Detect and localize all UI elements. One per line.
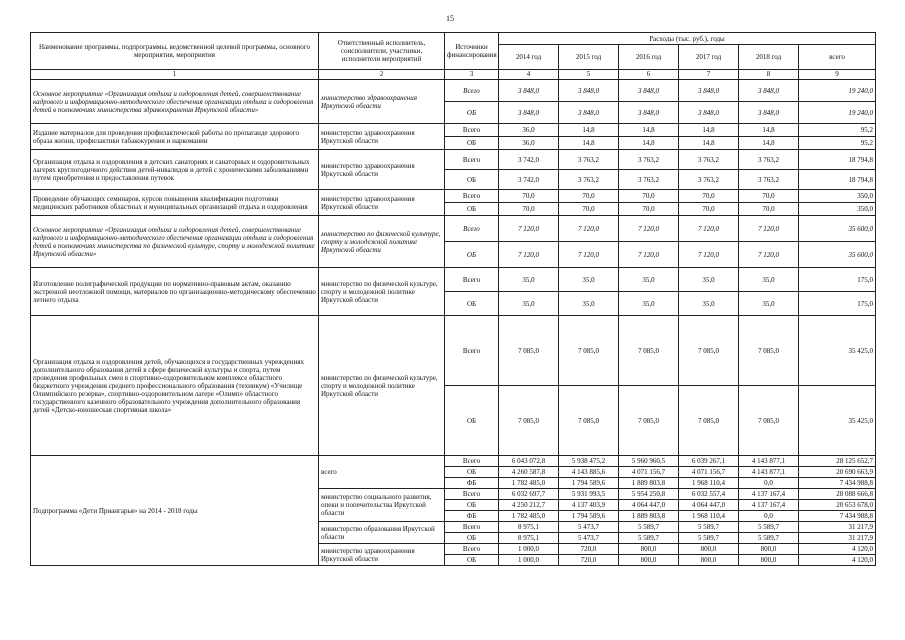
column-index: 5 bbox=[559, 70, 619, 80]
value-year: 3 763,2 bbox=[619, 170, 679, 190]
value-year: 1 968 110,4 bbox=[679, 478, 739, 489]
value-year: 35,0 bbox=[679, 268, 739, 292]
value-year: 14,8 bbox=[619, 137, 679, 150]
funding-source: ФБ bbox=[445, 511, 499, 522]
table-row bbox=[31, 124, 876, 137]
activity-name: Основное мероприятие «Организация отдыха и оздоровления детей, совершенствование кадрового и информационно-методического обеспечения организации отдыха и оздоровления детей в полномочиях министерства по физической культуре, спорту и молодежной политике Иркутской области» bbox=[31, 216, 319, 268]
value-year: 14,8 bbox=[679, 124, 739, 137]
value-year: 70,0 bbox=[739, 190, 799, 203]
value-year: 7 085,0 bbox=[619, 316, 679, 386]
value-total: 350,0 bbox=[799, 190, 876, 203]
value-year: 70,0 bbox=[679, 203, 739, 216]
value-year: 7 120,0 bbox=[679, 242, 739, 268]
value-year: 7 085,0 bbox=[559, 316, 619, 386]
funding-source: Всего bbox=[445, 80, 499, 102]
column-index: 8 bbox=[739, 70, 799, 80]
value-year: 4 071 156,7 bbox=[679, 467, 739, 478]
header-index-row bbox=[31, 70, 876, 80]
value-year: 6 039 267,1 bbox=[679, 456, 739, 467]
value-year: 5 589,7 bbox=[619, 533, 679, 544]
value-year: 4 143 877,1 bbox=[739, 467, 799, 478]
value-year: 0,0 bbox=[739, 511, 799, 522]
value-year: 1 782 485,0 bbox=[499, 478, 559, 489]
executor-name: министерство по физической культуре, спорту и молодежной политике Иркутской области bbox=[319, 268, 445, 316]
funding-source: Всего bbox=[445, 544, 499, 555]
header-name: Наименование программы, подпрограммы, ведомственной целевой программы, основного мероприятия, мероприятия bbox=[31, 33, 319, 70]
value-year: 70,0 bbox=[559, 190, 619, 203]
page-number: 15 bbox=[446, 14, 454, 23]
value-year: 35,0 bbox=[559, 292, 619, 316]
activity-name: Изготовление полиграфической продукции по нормативно-правовым актам, оказанию экстренной неотложной помощи, материалов по организационно-методическому обеспечению летнего отдыха bbox=[31, 268, 319, 316]
value-year: 720,0 bbox=[559, 555, 619, 566]
value-year: 70,0 bbox=[559, 203, 619, 216]
value-total: 175,0 bbox=[799, 268, 876, 292]
value-year: 3 763,2 bbox=[739, 170, 799, 190]
executor-name: министерство по физической культуре, спорту и молодежной политике Иркутской области bbox=[319, 316, 445, 456]
value-total: 7 434 988,8 bbox=[799, 478, 876, 489]
value-year: 3 763,2 bbox=[739, 150, 799, 170]
subprogram-row bbox=[31, 456, 876, 467]
value-year: 4 137 167,4 bbox=[739, 500, 799, 511]
value-year: 7 120,0 bbox=[499, 216, 559, 242]
value-year: 14,8 bbox=[559, 124, 619, 137]
value-year: 70,0 bbox=[619, 203, 679, 216]
value-year: 5 931 993,5 bbox=[559, 489, 619, 500]
value-total: 31 217,9 bbox=[799, 522, 876, 533]
value-year: 5 473,7 bbox=[559, 522, 619, 533]
activity-name: Организация отдыха и оздоровления детей, обучающихся в государственных учреждениях дополнительного образования детей в сфере физической культуры и спорта, путем проведения профильных смен в спортивно-оздоровительном комплексе областного бюджетного учреждения среднего профессионального образования (техникум) «Училище Олимпийского резерва», спортивно-оздоровительном лагере «Олимп» областного государственного казенного образовательного учреждения дополнительного образования детей «Детско-юношеская спортивная школа» bbox=[31, 316, 319, 456]
value-year: 4 250 212,7 bbox=[499, 500, 559, 511]
value-year: 3 848,0 bbox=[499, 80, 559, 102]
value-year: 14,8 bbox=[679, 137, 739, 150]
header-year: 2018 год bbox=[739, 45, 799, 70]
header-source: Источники финансирования bbox=[445, 33, 499, 70]
value-year: 35,0 bbox=[739, 292, 799, 316]
value-year: 7 085,0 bbox=[739, 386, 799, 456]
column-index: 9 bbox=[799, 70, 876, 80]
value-year: 7 085,0 bbox=[679, 386, 739, 456]
value-year: 35,0 bbox=[619, 292, 679, 316]
table-row bbox=[31, 268, 876, 292]
subprogram-executor: всего bbox=[319, 456, 445, 489]
value-year: 5 938 475,2 bbox=[559, 456, 619, 467]
value-year: 5 589,7 bbox=[619, 522, 679, 533]
value-year: 4 064 447,0 bbox=[679, 500, 739, 511]
header-year: 2016 год bbox=[619, 45, 679, 70]
funding-source: ОБ bbox=[445, 242, 499, 268]
value-year: 800,0 bbox=[619, 544, 679, 555]
table-row bbox=[31, 216, 876, 242]
executor-name: министерство здравоохранения Иркутской области bbox=[319, 190, 445, 216]
value-year: 6 032 697,7 bbox=[499, 489, 559, 500]
value-total: 4 120,0 bbox=[799, 555, 876, 566]
value-year: 7 085,0 bbox=[499, 316, 559, 386]
expenditure-table bbox=[30, 32, 876, 566]
value-year: 3 848,0 bbox=[739, 80, 799, 102]
column-index: 4 bbox=[499, 70, 559, 80]
table-row bbox=[31, 150, 876, 170]
funding-source: Всего bbox=[445, 124, 499, 137]
value-year: 1 782 485,0 bbox=[499, 511, 559, 522]
table-row bbox=[31, 316, 876, 386]
table-body bbox=[31, 80, 876, 566]
value-year: 720,0 bbox=[559, 544, 619, 555]
header-year: 2014 год bbox=[499, 45, 559, 70]
value-year: 3 742,0 bbox=[499, 150, 559, 170]
funding-source: ФБ bbox=[445, 478, 499, 489]
value-year: 800,0 bbox=[619, 555, 679, 566]
value-year: 35,0 bbox=[739, 268, 799, 292]
value-year: 8 975,1 bbox=[499, 533, 559, 544]
value-year: 4 260 587,8 bbox=[499, 467, 559, 478]
value-year: 35,0 bbox=[499, 268, 559, 292]
value-year: 3 848,0 bbox=[679, 102, 739, 124]
value-year: 35,0 bbox=[619, 268, 679, 292]
value-year: 3 763,2 bbox=[679, 170, 739, 190]
value-total: 28 125 652,7 bbox=[799, 456, 876, 467]
value-total: 28 088 666,8 bbox=[799, 489, 876, 500]
funding-source: ОБ bbox=[445, 170, 499, 190]
value-total: 31 217,9 bbox=[799, 533, 876, 544]
value-year: 70,0 bbox=[679, 190, 739, 203]
value-year: 1 794 589,6 bbox=[559, 478, 619, 489]
value-year: 800,0 bbox=[739, 544, 799, 555]
column-index: 2 bbox=[319, 70, 445, 80]
header-year: 2015 год bbox=[559, 45, 619, 70]
value-year: 800,0 bbox=[739, 555, 799, 566]
column-index: 3 bbox=[445, 70, 499, 80]
value-year: 14,8 bbox=[739, 124, 799, 137]
column-index: 6 bbox=[619, 70, 679, 80]
value-year: 3 848,0 bbox=[559, 102, 619, 124]
value-year: 3 848,0 bbox=[739, 102, 799, 124]
header-expenses: Расходы (тыс. руб.), годы bbox=[499, 33, 876, 45]
value-year: 14,8 bbox=[739, 137, 799, 150]
value-year: 4 143 885,6 bbox=[559, 467, 619, 478]
value-year: 3 848,0 bbox=[499, 102, 559, 124]
funding-source: ОБ bbox=[445, 137, 499, 150]
executor-name: министерство здравоохранения Иркутской области bbox=[319, 150, 445, 190]
activity-name: Проведение обучающих семинаров, курсов повышения квалификации подготовки медицинских работников областных и муниципальных организаций отдыха и оздоровления bbox=[31, 190, 319, 216]
funding-source: Всего bbox=[445, 456, 499, 467]
value-year: 5 589,7 bbox=[679, 533, 739, 544]
value-year: 7 120,0 bbox=[739, 242, 799, 268]
value-total: 18 794,8 bbox=[799, 150, 876, 170]
value-year: 14,8 bbox=[559, 137, 619, 150]
value-year: 70,0 bbox=[499, 190, 559, 203]
value-year: 5 589,7 bbox=[679, 522, 739, 533]
value-year: 6 032 557,4 bbox=[679, 489, 739, 500]
value-year: 5 960 960,5 bbox=[619, 456, 679, 467]
value-year: 5 589,7 bbox=[739, 522, 799, 533]
value-total: 7 434 988,8 bbox=[799, 511, 876, 522]
value-total: 35 600,0 bbox=[799, 242, 876, 268]
value-total: 350,0 bbox=[799, 203, 876, 216]
value-year: 14,8 bbox=[619, 124, 679, 137]
value-year: 7 120,0 bbox=[559, 242, 619, 268]
value-year: 7 120,0 bbox=[679, 216, 739, 242]
value-total: 35 425,0 bbox=[799, 316, 876, 386]
activity-name: Издание материалов для проведения профилактической работы по пропаганде здорового образа жизни, профилактики табакокурения и наркомании bbox=[31, 124, 319, 150]
value-year: 3 763,2 bbox=[679, 150, 739, 170]
value-total: 175,0 bbox=[799, 292, 876, 316]
value-year: 70,0 bbox=[619, 190, 679, 203]
value-total: 19 240,0 bbox=[799, 80, 876, 102]
value-year: 3 848,0 bbox=[619, 80, 679, 102]
value-year: 7 085,0 bbox=[739, 316, 799, 386]
value-total: 20 653 678,0 bbox=[799, 500, 876, 511]
value-year: 5 473,7 bbox=[559, 533, 619, 544]
value-year: 7 120,0 bbox=[619, 216, 679, 242]
value-total: 95,2 bbox=[799, 137, 876, 150]
value-year: 5 954 250,8 bbox=[619, 489, 679, 500]
value-year: 35,0 bbox=[559, 268, 619, 292]
value-year: 36,0 bbox=[499, 124, 559, 137]
funding-source: ОБ bbox=[445, 500, 499, 511]
header-year: всего bbox=[799, 45, 876, 70]
funding-source: ОБ bbox=[445, 292, 499, 316]
value-year: 4 143 877,1 bbox=[739, 456, 799, 467]
funding-source: ОБ bbox=[445, 533, 499, 544]
value-year: 1 968 110,4 bbox=[679, 511, 739, 522]
value-total: 4 120,0 bbox=[799, 544, 876, 555]
value-year: 7 120,0 bbox=[619, 242, 679, 268]
value-year: 70,0 bbox=[739, 203, 799, 216]
value-year: 3 763,2 bbox=[619, 150, 679, 170]
funding-source: Всего bbox=[445, 522, 499, 533]
value-year: 1 889 803,8 bbox=[619, 511, 679, 522]
funding-source: Всего bbox=[445, 216, 499, 242]
value-year: 3 848,0 bbox=[559, 80, 619, 102]
header-year: 2017 год bbox=[679, 45, 739, 70]
value-year: 70,0 bbox=[499, 203, 559, 216]
value-year: 3 742,0 bbox=[499, 170, 559, 190]
value-year: 4 137 167,4 bbox=[739, 489, 799, 500]
value-year: 3 763,2 bbox=[559, 170, 619, 190]
value-year: 1 000,0 bbox=[499, 555, 559, 566]
value-year: 0,0 bbox=[739, 478, 799, 489]
value-total: 19 240,0 bbox=[799, 102, 876, 124]
value-year: 36,0 bbox=[499, 137, 559, 150]
funding-source: ОБ bbox=[445, 386, 499, 456]
funding-source: ОБ bbox=[445, 102, 499, 124]
value-year: 3 763,2 bbox=[559, 150, 619, 170]
executor-name: министерство по физической культуре, спорту и молодежной политике Иркутской области bbox=[319, 216, 445, 268]
value-total: 35 425,0 bbox=[799, 386, 876, 456]
value-year: 7 120,0 bbox=[559, 216, 619, 242]
column-index: 7 bbox=[679, 70, 739, 80]
value-year: 8 975,1 bbox=[499, 522, 559, 533]
column-index: 1 bbox=[31, 70, 319, 80]
activity-name: Организация отдыха и оздоровления в детских санаториях и санаторных и оздоровительных лагерях круглогодичного действия детей-инвалидов и детей с хроническими заболеваниями путем приобретения и предоставления путевок bbox=[31, 150, 319, 190]
value-total: 18 794,8 bbox=[799, 170, 876, 190]
funding-source: Всего bbox=[445, 150, 499, 170]
value-year: 1 794 589,6 bbox=[559, 511, 619, 522]
funding-source: Всего bbox=[445, 268, 499, 292]
subprogram-name: Подпрограмма «Дети Приангарья» на 2014 - 2018 годы bbox=[31, 456, 319, 566]
value-year: 1 000,0 bbox=[499, 544, 559, 555]
value-year: 7 085,0 bbox=[559, 386, 619, 456]
value-year: 35,0 bbox=[499, 292, 559, 316]
table-row bbox=[31, 190, 876, 203]
value-year: 1 889 803,8 bbox=[619, 478, 679, 489]
value-year: 35,0 bbox=[679, 292, 739, 316]
value-year: 800,0 bbox=[679, 544, 739, 555]
activity-name: Основное мероприятие «Организация отдыха и оздоровления детей, совершенствование кадрового и информационно-методического обеспечения организации отдыха и оздоровления детей в полномочиях министерства здравоохранения Иркутской области» bbox=[31, 80, 319, 124]
executor-name: министерство социального развития, опеки и попечительства Иркутской области bbox=[319, 489, 445, 522]
value-year: 7 120,0 bbox=[499, 242, 559, 268]
executor-name: министерство здравоохранения Иркутской области bbox=[319, 544, 445, 566]
funding-source: ОБ bbox=[445, 467, 499, 478]
value-year: 7 085,0 bbox=[499, 386, 559, 456]
value-year: 7 085,0 bbox=[619, 386, 679, 456]
value-year: 7 120,0 bbox=[739, 216, 799, 242]
value-year: 3 848,0 bbox=[679, 80, 739, 102]
table-row bbox=[31, 80, 876, 102]
funding-source: ОБ bbox=[445, 203, 499, 216]
value-year: 6 043 072,8 bbox=[499, 456, 559, 467]
value-year: 5 589,7 bbox=[739, 533, 799, 544]
funding-source: ОБ bbox=[445, 555, 499, 566]
value-year: 4 064 447,0 bbox=[619, 500, 679, 511]
value-total: 35 600,0 bbox=[799, 216, 876, 242]
value-year: 4 071 156,7 bbox=[619, 467, 679, 478]
value-year: 800,0 bbox=[679, 555, 739, 566]
value-total: 95,2 bbox=[799, 124, 876, 137]
executor-name: министерство здравоохранения Иркутской области bbox=[319, 124, 445, 150]
funding-source: Всего bbox=[445, 190, 499, 203]
value-year: 3 848,0 bbox=[619, 102, 679, 124]
value-year: 7 085,0 bbox=[679, 316, 739, 386]
funding-source: Всего bbox=[445, 489, 499, 500]
funding-source: Всего bbox=[445, 316, 499, 386]
header-executor: Ответственный исполнитель, соисполнители, участники, исполнители мероприятий bbox=[319, 33, 445, 70]
value-total: 20 690 663,9 bbox=[799, 467, 876, 478]
executor-name: министерство здравоохранения Иркутской области bbox=[319, 80, 445, 124]
value-year: 4 137 403,9 bbox=[559, 500, 619, 511]
executor-name: министерство образования Иркутской области bbox=[319, 522, 445, 544]
